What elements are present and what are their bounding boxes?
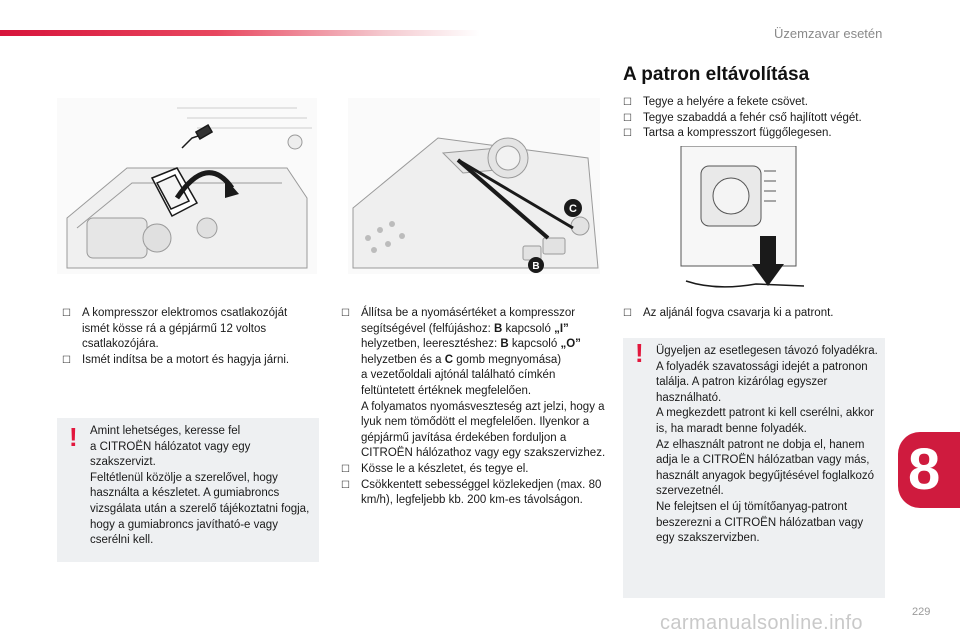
warning-exclamation-icon: ! bbox=[635, 338, 644, 368]
pressure-adjust-steps bbox=[341, 306, 606, 509]
bullet-arrow-icon: ☐ bbox=[623, 97, 632, 108]
cartridge-drawing bbox=[676, 146, 804, 296]
chapter-tab bbox=[898, 432, 960, 508]
section-heading: A patron eltávolítása bbox=[623, 64, 810, 85]
warning-box-service bbox=[57, 418, 319, 562]
cartridge-removal-steps bbox=[623, 95, 903, 142]
bullet-arrow-icon: ☐ bbox=[62, 308, 71, 319]
bullet-arrow-icon: ☐ bbox=[623, 112, 632, 124]
warning-text: Amint lehetséges, keresse fel a CITROËN hálózatot vagy egy szakszervizt. Feltétlenül közölje a szerelővel, hogy használta a készletet. A gumiabroncs vizsgálata után a szerelő tájékoztatni fogja, hogy a gumiabroncs javítható-e vagy cserélni kell. bbox=[90, 425, 310, 547]
list-item: ☐ Ismét indítsa be a motort és hagyja járni. bbox=[62, 353, 312, 369]
reconnect-steps bbox=[62, 306, 312, 368]
bullet-arrow-icon: ☐ bbox=[62, 354, 71, 366]
label-b: B bbox=[532, 261, 540, 272]
list-item: ☐ Tartsa a kompresszort függőlegesen. bbox=[623, 126, 903, 142]
list-item: ☐ A kompresszor elektromos csatlakozóját ismét kösse rá a gépjármű 12 voltos csatlakozójára. bbox=[62, 307, 288, 351]
bullet-arrow-icon: ☐ bbox=[341, 463, 350, 475]
warning-box-cartridge bbox=[623, 338, 885, 598]
cartridge-illustration bbox=[676, 146, 804, 296]
compressor-illustration-1 bbox=[57, 98, 317, 274]
list-item: ☐ Kösse le a készletet, és tegye el. bbox=[341, 462, 606, 478]
label-c: C bbox=[569, 203, 577, 215]
list-item: ☐ Az aljánál fogva csavarja ki a patront. bbox=[623, 306, 903, 322]
warning-exclamation-icon: ! bbox=[69, 422, 78, 452]
bullet-arrow-icon: ☐ bbox=[623, 308, 632, 319]
section-title: Üzemzavar esetén bbox=[774, 26, 883, 41]
compressor-buttons-drawing bbox=[348, 98, 600, 274]
chapter-number: 8 bbox=[908, 437, 941, 502]
list-item: ☐ Csökkentett sebességgel közlekedjen (max. 80 km/h), legfeljebb kb. 200 km-es távolságon. bbox=[341, 478, 602, 507]
header-accent-bar bbox=[0, 30, 480, 36]
list-item: ☐ Tegye szabaddá a fehér cső hajlított végét. bbox=[623, 111, 903, 127]
watermark: carmanualsonline.info bbox=[660, 612, 863, 634]
compressor-illustration-2 bbox=[348, 98, 600, 274]
bullet-arrow-icon: ☐ bbox=[341, 308, 350, 319]
unscrew-step bbox=[623, 306, 903, 322]
bullet-arrow-icon: ☐ bbox=[341, 479, 350, 491]
list-item: ☐ Tegye a helyére a fekete csövet. bbox=[623, 95, 903, 111]
compressor-plug-drawing bbox=[57, 98, 317, 274]
page-number: 229 bbox=[912, 606, 931, 618]
list-item: ☐ Állítsa be a nyomásértéket a kompresszor segítségével (felfújáshoz: B kapcsoló „I” helyzetben, leeresztéshez: B kapcsoló „O” helyzetben és a C gomb megnyomása) a vezetőoldali ajtónál található címkén feltüntetett értéknek megfelelően. A folyamatos nyomásveszteség azt jelzi, hogy a lyuk nem tömődött el megfelelően. Ilyenkor a gépjármű javítása érdekében forduljon a CITROËN hálózathoz vagy egy szakszervizhez. bbox=[341, 307, 606, 460]
warning-text: Ügyeljen az esetlegesen távozó folyadékra. A folyadék szavatossági idejét a patronon találja. A patron kizárólag egyszer használható. A megkezdett patront ki kell cserélni, akkor is, ha maradt benne folyadék. Az elhasznált patront ne dobja el, hanem adja le a CITROËN hálózatban vagy más, használt anyagok begyűjtésével foglalkozó szervezetnél. Ne felejtsen el új tömítőanyag-patront beszerezni a CITROËN hálózatban vagy egy szakszervizben. bbox=[656, 345, 878, 545]
bullet-arrow-icon: ☐ bbox=[623, 128, 632, 140]
